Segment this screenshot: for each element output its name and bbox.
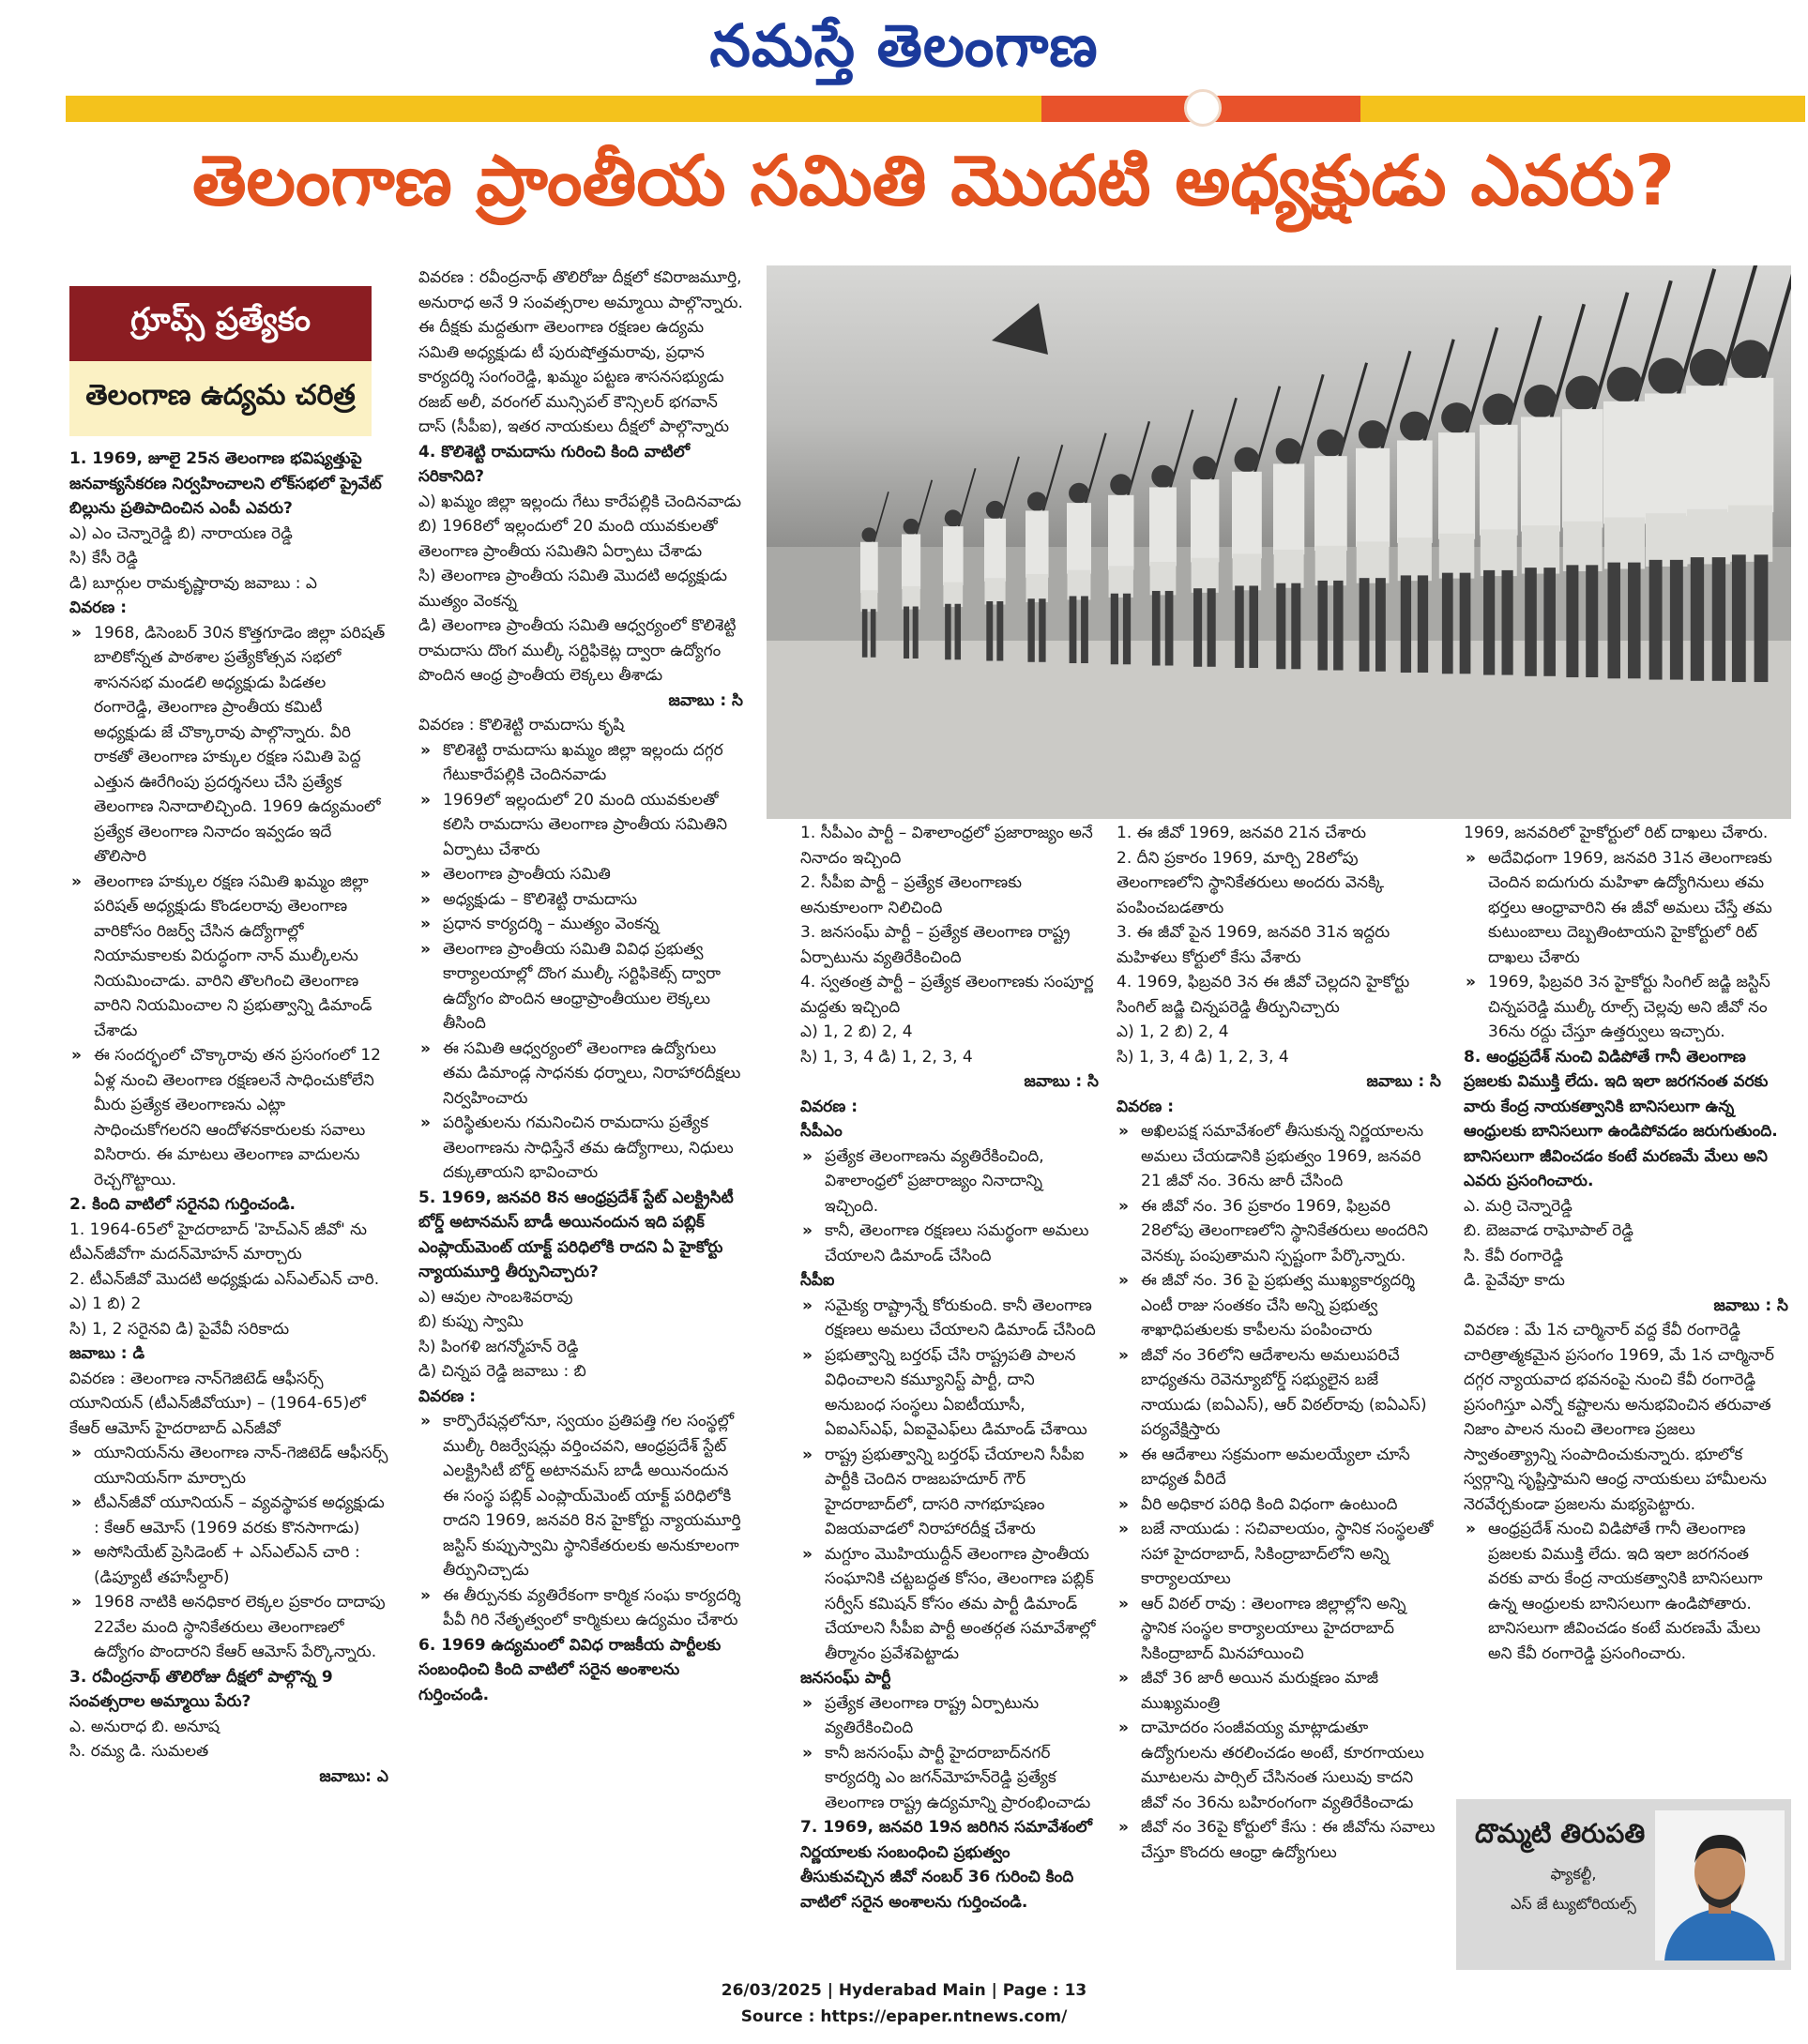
bullet-paragraph: » ఆంధ్రప్రదేశ్ నుంచి విడిపోతే గానీ తెలంగాణ ప్రజలకు విముక్తి లేదు. ఇది ఇలా జరగనంత వరకు వారు కేంద్ర నాయకత్వానికి బానిసలుగా ఉన్న ఆంధ్రులకు బానిసలుగా ఉండిపోతారు. బానిసలుగా జీవించడం కంటే మరణమే మేలు అని కేవీ రంగారెడ్డి ప్రసంగించారు.	[1464, 1517, 1788, 1666]
bullet-paragraph: » ఈ జీవో నం. 36 పై ప్రభుత్వ ముఖ్యకార్యదర్శి ఎంటీ రాజు సంతకం చేసి అన్ని ప్రభుత్వ శాఖాధిపతులకు కాపీలను పంపించారు	[1117, 1268, 1441, 1343]
bullet-paragraph: » ఈ తీర్పునకు వ్యతిరేకంగా కార్మిక సంఘ కార్యదర్శి పీవీ గిరి నేతృత్వంలో కార్మికులు ఉద్యమం చేశారు	[418, 1583, 743, 1633]
header-stripe-knob	[1184, 89, 1222, 127]
author-name: దొమ్మటి తిరుపతి	[1475, 1818, 1646, 1849]
header-stripe-right	[1360, 96, 1805, 122]
article-paragraph: వివరణ : తెలంగాణ నాన్‌గెజిటెడ్ ఆఫీసర్స్ యూనియన్ (టీఎన్‌జీవోయూ) – (1964-65)లో కేఆర్ ఆమోస్ హైదరాబాద్ ఎన్‌జీవో	[69, 1369, 366, 1438]
bullet-paragraph: » దామోదరం సంజీవయ్య మాట్లాడుతూ ఉద్యోగులను తరలించడం అంటే, కూరగాయలు మూటలను పార్సిల్ చేసినంత సులువు కాదని జీవో నం 36ను బహిరంగంగా వ్యతిరేకించాడు	[1117, 1716, 1441, 1815]
bullet-paragraph: » బజే నాయుడు : సచివాలయం, స్థానిక సంస్థలతో సహా హైదరాబాద్, సికింద్రాబాద్‌లోని అన్ని కార్యాలయాలు	[1117, 1517, 1441, 1592]
article-paragraph: 1. సీపీఎం పార్టీ – విశాలాంధ్రలో ప్రజారాజ్యం అనే నినాదం ఇచ్చింది	[800, 824, 1093, 868]
article-paragraph: 1969, జనవరిలో హైకోర్టులో రిట్ దాఖలు చేశారు.	[1464, 824, 1769, 842]
article-paragraph: 3. జనసంఘ్ పార్టీ – ప్రత్యేక తెలంగాణ రాష్ట్ర ఏర్పాటును వ్యతిరేకించింది	[800, 923, 1071, 967]
answer-line: జవాబు : సి	[1366, 1072, 1441, 1091]
article-paragraph: 2. టీఎన్‌జీవో మొదటి అధ్యక్షుడు ఎస్‌ఎల్‌ఎన్ చారి.	[69, 1269, 380, 1289]
article-paragraph: సి) కేసీ రెడ్డి	[69, 549, 138, 568]
bullet-paragraph: » 1968 నాటికి అనధికార లెక్కల ప్రకారం దాదాపు 22వేల మంది స్థానికేతరులు తెలంగాణలో ఉద్యోగం పొందారని కేఆర్ ఆమోస్ పేర్కొన్నారు.	[69, 1590, 388, 1665]
answer-line: జవాబు : సి	[1713, 1295, 1788, 1315]
section-subtitle: తెలంగాణ ఉద్యమ చరిత్ర	[69, 361, 372, 436]
article-paragraph: వివరణ :	[800, 1097, 858, 1116]
article-paragraph: జనసంఘ్ పార్టీ	[800, 1669, 891, 1688]
bullet-paragraph: » జీవో నం 36లోని ఆదేశాలను అమలుపరిచే బాధ్యతను రెవెన్యూబోర్డ్ సభ్యులైన బజే నాయుడు (ఐఏఎస్), ఆర్ విఠల్‌రావు (ఐఏఎస్) పర్యవేక్షిస్తారు	[1117, 1343, 1441, 1443]
article-paragraph: సీపీఎం	[800, 1122, 843, 1141]
answer-line: జవాబు: ఎ	[319, 1766, 388, 1786]
historical-photo	[767, 265, 1791, 819]
article-paragraph: 1. 1964-65లో హైదరాబాద్ 'హెచ్‌ఎన్ జీవో' ను టీఎన్‌జీవోగా మదన్‌మోహన్ మార్చారు	[69, 1219, 367, 1264]
article-paragraph: ఎ) ఎం చెన్నారెడ్డి బి) నారాయణ రెడ్డి	[69, 523, 293, 543]
article-paragraph: జవాబు : డి	[69, 1344, 145, 1363]
article-paragraph: బి) 1968లో ఇల్లందులో 20 మంది యువకులతో తెలంగాణ ప్రాంతీయ సమితిని ఏర్పాటు చేశాడు	[418, 517, 718, 561]
article-paragraph: సి. రమ్య డి. సుమలత	[69, 1742, 209, 1761]
article-paragraph: డి. పైవేవూ కాదు	[1464, 1271, 1565, 1290]
bullet-paragraph: » ప్రత్యేక తెలంగాణను వ్యతిరేకించింది, విశాలాంధ్రలో ప్రజారాజ్యం నినాదాన్ని ఇచ్చింది.	[800, 1144, 1099, 1219]
article-paragraph: 2. దీని ప్రకారం 1969, మార్చి 28లోపు తెలంగాణలోని స్థానికేతరులు అందరు వెనక్కి పంపించబడతారు	[1117, 848, 1385, 917]
article-paragraph: వివరణ : కొలిశెట్టి రామదాసు కృషి	[418, 716, 625, 734]
bullet-paragraph: » సమైక్య రాష్ట్రాన్నే కోరుకుంది. కానీ తెలంగాణ రక్షణలు అమలు చేయాలని డిమాండ్ చేసింది	[800, 1294, 1099, 1343]
bullet-paragraph: » ప్రధాన కార్యదర్శి – ముత్యం వెంకన్న	[418, 912, 743, 937]
article-paragraph: 8. ఆంధ్రప్రదేశ్ నుంచి విడిపోతే గానీ తెలంగాణ ప్రజలకు విముక్తి లేదు. ఇది ఇలా జరగనంత వరకు వారు కేంద్ర నాయకత్వానికి బానిసలుగా ఉన్న ఆంధ్రులకు బానిసలుగా ఉండిపోవడం జరుగుతుంది. బానిసలుగా జీవించడం కంటే మరణమే మేలు అని ఎవరు ప్రసంగించారు.	[1464, 1047, 1778, 1190]
article-paragraph: సీపీఐ	[800, 1271, 835, 1290]
article-paragraph: 4. 1969, ఫిబ్రవరి 3న ఈ జీవో చెల్లదని హైకోర్టు సింగిల్ జడ్జి చిన్నపరెడ్డి తీర్పునిచ్చారు	[1117, 973, 1410, 1017]
bullet-paragraph: » టీఎన్‌జీవో యూనియన్ – వ్యవస్థాపక అధ్యక్షుడు : కేఆర్ ఆమోస్ (1969 వరకు కొనసాగాడు)	[69, 1491, 388, 1540]
author-photo	[1655, 1810, 1785, 1961]
article-paragraph: 4. కొలిశెట్టి రామదాసు గురించి కింది వాటిలో సరికానిది?	[418, 442, 691, 486]
article-paragraph: 1. 1969, జూలై 25న తెలంగాణ భవిష్యత్తుపై జనవాక్యసేకరణ నిర్వహించాలని లోక్‌సభలో ప్రైవేట్ బిల్లును ప్రతిపాదించిన ఎంపీ ఎవరు?	[69, 449, 382, 518]
bullet-paragraph: » 1969లో ఇల్లందులో 20 మంది యువకులతో కలిసి రామదాసు తెలంగాణ ప్రాంతీయ సమితిని ఏర్పాటు చేశారు	[418, 788, 743, 863]
article-paragraph: డి) చిన్నప రెడ్డి జవాబు : బి	[418, 1362, 586, 1381]
bullet-paragraph: » కొలిశెట్టి రామదాసు ఖమ్మం జిల్లా ఇల్లందు దగ్గర గేటుకారేపల్లికి చెందినవాడు	[418, 738, 743, 788]
article-paragraph: 7. 1969, జనవరి 19న జరిగిన సమావేశంలో నిర్ణయాలకు సంబంధించి ప్రభుత్వం తీసుకువచ్చిన జీవో నంబర్ 36 గురించి కింది వాటిలో సరైన అంశాలను గుర్తించండి.	[800, 1818, 1093, 1912]
article-paragraph: ఎ) 1 బి) 2	[69, 1295, 142, 1313]
bullet-paragraph: » ఈ సమితి ఆధ్వర్యంలో తెలంగాణ ఉద్యోగులు తమ డిమాండ్ల సాధనకు ధర్నాలు, నిరాహారదీక్షలు నిర్వహించారు	[418, 1037, 743, 1112]
article-paragraph: బి) కుప్పు స్వామి	[418, 1312, 524, 1331]
article-paragraph: వివరణ :	[69, 598, 128, 617]
answer-line: జవాబు : సి	[1024, 1072, 1099, 1091]
article-column-5	[1464, 821, 1788, 1666]
bullet-paragraph: » కానీ, తెలంగాణ రక్షణలు సమర్థంగా అమలు చేయాలని డిమాండ్ చేసింది	[800, 1219, 1099, 1268]
author-org: ఎస్ జే ట్యుటోరియల్స్	[1511, 1895, 1636, 1913]
article-paragraph: ఎ) 1, 2 బి) 2, 4	[800, 1022, 913, 1041]
article-paragraph: 6. 1969 ఉద్యమంలో వివిధ రాజకీయ పార్టీలకు సంబంధించి కింది వాటిలో సరైన అంశాలను గుర్తించండి.	[418, 1635, 722, 1704]
bullet-paragraph: » ఈ సందర్భంలో చొక్కారావు తన ప్రసంగంలో 12 ఏళ్ల నుంచి తెలంగాణ రక్షణలనే సాధించుకోలేని మీరు ప్రత్యేక తెలంగాణను ఎట్లా సాధించుకోగలరని ఆందోళనకారులకు సవాలు విసిరారు. ఈ మాటలు తెలంగాణ వాదులను రెచ్చగొట్టాయి.	[69, 1043, 388, 1192]
article-paragraph: ఎ. అనురాధ బి. అనూష	[69, 1717, 220, 1736]
bullet-paragraph: » వీరి అధికార పరిధి కింది విధంగా ఉంటుంది	[1117, 1492, 1441, 1518]
masthead-logo: నమస్తే తెలంగాణ	[709, 11, 1099, 80]
bullet-paragraph: » తెలంగాణ ప్రాంతీయ సమితి వివిధ ప్రభుత్వ కార్యాలయాల్లో దొంగ ముల్కీ సర్టిఫికెట్స్ ద్వారా ఉద్యోగం పొందిన ఆంధ్రాప్రాంతీయుల లెక్కలు తీసింది	[418, 937, 743, 1037]
bullet-paragraph: » తెలంగాణ హక్కుల రక్షణ సమితి ఖమ్మం జిల్లా పరిషత్ అధ్యక్షుడు కొండలరావు తెలంగాణ వారికోసం రిజర్వ్ చేసిన ఉద్యోగాల్లో నియామకాలకు విరుద్ధంగా నాన్ ముల్కీలను నియమించాడు. వారిని తొలగించి తెలంగాణ వారిని నియమించాల ని ప్రభుత్వాన్ని డిమాండ్ చేశాడు	[69, 870, 388, 1044]
bullet-paragraph: » అధ్యక్షుడు – కొలిశెట్టి రామదాసు	[418, 887, 743, 913]
article-paragraph: వివరణ : రవీంద్రనాథ్ తొలిరోజు దీక్షలో కవిరాజమూర్తి, అనురాధ అనే 9 సంవత్సరాల అమ్మాయి పాల్గొన్నారు. ఈ దీక్షకు మద్దతుగా తెలంగాణ రక్షణల ఉద్యమ సమితి అధ్యక్షుడు టీ పురుషోత్తమరావు, ప్రధాన కార్యదర్శి సంగంరెడ్డి, ఖమ్మం పట్టణ శాసనసభ్యుడు రజబ్ అలీ, వరంగల్ మున్సిపల్ కౌన్సిలర్ భగవాన్ దాస్ (సీపీఐ), ఇతర నాయకులు దీక్షలో పాల్గొన్నారు	[418, 268, 743, 436]
article-paragraph: ఎ) ఆవుల సాంబశివరావు	[418, 1287, 573, 1307]
bullet-paragraph: » యూనియన్‌ను తెలంగాణ నాన్-గెజిటెడ్ ఆఫీసర్స్ యూనియన్‌గా మార్చారు	[69, 1441, 388, 1491]
bullet-paragraph: » రాష్ట్ర ప్రభుత్వాన్ని బర్తరఫ్ చేయాలని సీపీఐ పార్టీకి చెందిన రాజబహదూర్ గౌర్ హైదరాబాద్‌లో, దాసరి నాగభూషణం విజయవాడలో నిరాహారదీక్ష చేశారు	[800, 1443, 1099, 1542]
article-paragraph: వివరణ :	[418, 1386, 477, 1406]
article-column-2	[418, 265, 743, 1707]
soldiers-parade-photo	[767, 265, 1791, 819]
article-column-3	[800, 821, 1099, 1915]
article-paragraph: సి) 1, 3, 4 డి) 1, 2, 3, 4	[1117, 1047, 1289, 1067]
article-paragraph: బి. బెజవాడ రాఘోపాల్ రెడ్డి	[1464, 1221, 1633, 1240]
bullet-paragraph: » అదేవిధంగా 1969, జనవరి 31న తెలంగాణకు చెందిన ఐదుగురు మహిళా ఉద్యోగినులు తమ భర్తలు ఆంధ్రావారిని ఈ జీవో అమలు చేస్తే తమ కుటుంబాలు దెబ్బతింటాయని హైకోర్టులో రిట్ దాఖలు చేశారు	[1464, 846, 1788, 971]
bullet-paragraph: » 1969, ఫిబ్రవరి 3న హైకోర్టు సింగిల్ జడ్జి జస్టిస్ చిన్నపరెడ్డి ముల్కీ రూల్స్ చెల్లవు అని జీవో నం 36ను రద్దు చేస్తూ ఉత్తర్వులు ఇచ్చారు.	[1464, 970, 1788, 1045]
article-paragraph: సి) తెలంగాణ ప్రాంతీయ సమితి మొదటి అధ్యక్షుడు ముత్యం వెంకన్న	[418, 567, 727, 611]
article-paragraph: 2. సీపీఐ పార్టీ – ప్రత్యేక తెలంగాణకు అనుకూలంగా నిలిచింది	[800, 873, 1022, 917]
bullet-paragraph: » ప్రభుత్వాన్ని బర్తరఫ్ చేసి రాష్ట్రపతి పాలన విధించాలని కమ్యూనిస్ట్ పార్టీ, దాని అనుబంధ సంస్థలు ఏఐటీయూసీ, ఏఐఎస్‌ఎఫ్, ఏఐవైఎఫ్‌లు డిమాండ్ చేశాయి	[800, 1343, 1099, 1443]
article-paragraph: సి) 1, 2 సరైనవి డి) పైవేవీ సరికాదు	[69, 1319, 290, 1339]
article-paragraph: 5. 1969, జనవరి 8న ఆంధ్రప్రదేశ్ స్టేట్ ఎలక్ట్రిసిటీ బోర్డ్ అటానమస్ బాడీ అయినందున ఇది పబ్లిక్ ఎంప్లాయ్‌మెంట్ యాక్ట్ పరిధిలోకి రాదని ఏ హైకోర్టు న్యాయమూర్తి తీర్పునిచ్చారు?	[418, 1188, 734, 1281]
author-role: ఫ్యాకల్టీ,	[1550, 1865, 1597, 1883]
bullet-paragraph: » పరిస్థితులను గమనించిన రామదాసు ప్రత్యేక తెలంగాణను సాధిస్తేనే తమ ఉద్యోగాలు, నిధులు దక్కుతాయని భావించారు	[418, 1111, 743, 1186]
article-paragraph: ఎ) ఖమ్మం జిల్లా ఇల్లందు గేటు కారేపల్లికి చెందినవాడు	[418, 492, 741, 511]
article-paragraph: సి) పింగళి జగన్మోహన్ రెడ్డి	[418, 1337, 579, 1356]
article-paragraph: ఎ. మర్రి చెన్నారెడ్డి	[1464, 1196, 1573, 1216]
article-paragraph: వివరణ : మే 1న చార్మినార్ వద్ద కేవీ రంగారెడ్డి చారిత్రాత్మకమైన ప్రసంగం 1969, మే 1న చార్మినార్ దగ్గర న్యాయవాద భవనంపై నుంచి కేవీ రంగారెడ్డి ప్రసంగిస్తూ ఎన్నో కష్టాలను అనుభవించిన తరువాత నిజాం పాలన నుంచి తెలంగాణ ప్రజలు స్వాతంత్య్రాన్ని సంపాదించుకున్నారు. భూలోక స్వర్గాన్ని సృష్టిస్తామని ఆంధ్ర నాయకులు హామీలను నెరవేర్చకుండా ప్రజలను మభ్యపెట్టారు.	[1464, 1321, 1774, 1514]
bullet-paragraph: » జీవో 36 జారీ అయిన మరుక్షణం మాజీ ముఖ్యమంత్రి	[1117, 1666, 1441, 1716]
article-paragraph: సి. కేవీ రంగారెడ్డి	[1464, 1246, 1564, 1265]
bullet-paragraph: » కార్పొరేషన్లలోనూ, స్వయం ప్రతిపత్తి గల సంస్థల్లో ముల్కీ రిజర్వేషన్లు వర్తించవని, ఆంధ్రప్రదేశ్ స్టేట్ ఎలక్ట్రిసిటీ బోర్డ్ అటానమస్ బాడీ అయినందున ఈ సంస్థ పబ్లిక్ ఎంప్లాయ్‌మెంట్ యాక్ట్ పరిధిలోకి రాదని 1969, జనవరి 8న హైకోర్టు న్యాయమూర్తి జస్టిస్ కుప్పుస్వామి స్థానికేతరులకు అనుకూలంగా తీర్పునిచ్చాడు	[418, 1409, 743, 1583]
page-headline: తెలంగాణ ప్రాంతీయ సమితి మొదటి అధ్యక్షుడు ఎవరు?	[191, 141, 1676, 221]
bullet-paragraph: » 1968, డిసెంబర్ 30న కొత్తగూడెం జిల్లా పరిషత్ బాలికోన్నత పాఠశాల ప్రత్యేకోత్సవ సభలో శాసనసభ మండలి అధ్యక్షుడు పిడతల రంగారెడ్డి, తెలంగాణ ప్రాంతీయ కమిటీ అధ్యక్షుడు జే చొక్కారావు పాల్గొన్నారు. వీరి రాకతో తెలంగాణ హక్కుల రక్షణ సమితి పెద్ద ఎత్తున ఊరేగింపు ప్రదర్శనలు చేసి ప్రత్యేక తెలంగాణ నినాదాలిచ్చింది. 1969 ఉద్యమంలో ప్రత్యేక తెలంగాణ నినాదం ఇవ్వడం ఇదే తొలిసారి	[69, 621, 388, 870]
bullet-paragraph: » ఈ ఆదేశాలు సక్రమంగా అమలయ్యేలా చూసే బాధ్యత వీరిదే	[1117, 1443, 1441, 1492]
article-paragraph: డి) బూర్గుల రామకృష్ణారావు జవాబు : ఎ	[69, 573, 317, 593]
article-paragraph: 1. ఈ జీవో 1969, జనవరి 21న చేశారు	[1117, 824, 1367, 842]
author-box	[1456, 1799, 1791, 1970]
footer-date-edition: 26/03/2025 | Hyderabad Main | Page : 13	[721, 1981, 1087, 2000]
article-column-4	[1117, 821, 1441, 1865]
article-paragraph: ఎ) 1, 2 బి) 2, 4	[1117, 1022, 1229, 1041]
article-paragraph: 2. కింది వాటిలో సరైనవి గుర్తించండి.	[69, 1195, 296, 1214]
article-paragraph: 3. రవీంద్రనాథ్ తొలిరోజు దీక్షలో పాల్గొన్న 9 సంవత్సరాల అమ్మాయి పేరు?	[69, 1667, 333, 1711]
bullet-paragraph: » ప్రత్యేక తెలంగాణ రాష్ట్ర ఏర్పాటును వ్యతిరేకించింది	[800, 1691, 1099, 1741]
bullet-paragraph: » జీవో నం 36పై కోర్టులో కేసు : ఈ జీవోను సవాలు చేస్తూ కొందరు ఆంధ్రా ఉద్యోగులు	[1117, 1815, 1441, 1865]
bullet-paragraph: » అఖిలపక్ష సమావేశంలో తీసుకున్న నిర్ణయాలను అమలు చేయడానికి ప్రభుత్వం 1969, జనవరి 21 జీవో నం. 36ను జారీ చేసింది	[1117, 1119, 1441, 1194]
answer-line: జవాబు : సి	[668, 690, 743, 710]
section-badge: గ్రూప్స్ ప్రత్యేకం	[69, 286, 372, 361]
header-stripe-left	[66, 96, 1041, 122]
bullet-paragraph: » మగ్దూం మొహియుద్దీన్ తెలంగాణ ప్రాంతీయ సంఘానికి చట్టబద్ధత కోసం, తెలంగాణ పబ్లిక్ సర్వీస్ కమిషన్ కోసం తమ పార్టీ డిమాండ్ చేయాలని సీపీఐ పార్టీ అంతర్గత సమావేశాల్లో తీర్మానం ప్రవేశపెట్టాడు	[800, 1542, 1099, 1667]
article-paragraph: డి) తెలంగాణ ప్రాంతీయ సమితి ఆధ్వర్యంలో కొలిశెట్టి రామదాసు దొంగ ముల్కీ సర్టిఫికెట్ల ద్వారా ఉద్యోగం పొందిన ఆంధ్ర ప్రాంతీయ లెక్కలు తీశాడు	[418, 616, 737, 685]
bullet-paragraph: » ఆర్ విఠల్ రావు : తెలంగాణ జిల్లాల్లోని అన్ని స్థానిక సంస్థల కార్యాలయాలు హైదరాబాద్ సికింద్రాబాద్ మినహాయించి	[1117, 1592, 1441, 1667]
bullet-paragraph: » తెలంగాణ ప్రాంతీయ సమితి	[418, 862, 743, 887]
article-paragraph: సి) 1, 3, 4 డి) 1, 2, 3, 4	[800, 1047, 973, 1067]
bullet-paragraph: » అసోసియేట్ ప్రెసిడెంట్ + ఎస్‌ఎల్‌ఎన్ చారి : (డిప్యూటీ తహసీల్దార్)	[69, 1540, 388, 1590]
article-paragraph: 4. స్వతంత్ర పార్టీ – ప్రత్యేక తెలంగాణకు సంపూర్ణ మద్దతు ఇచ్చింది	[800, 973, 1094, 1017]
bullet-paragraph: » కానీ జనసంఘ్ పార్టీ హైదరాబాద్‌నగర్ కార్యదర్శి ఎం జగన్‌మోహన్‌రెడ్డి ప్రత్యేక తెలంగాణ రాష్ట్ర ఉద్యమాన్ని ప్రారంభించాడు	[800, 1741, 1099, 1816]
footer-source-link[interactable]: Source : https://epaper.ntnews.com/	[740, 2007, 1068, 2026]
article-column-1	[69, 447, 388, 1789]
article-paragraph: 3. ఈ జీవో పైన 1969, జనవరి 31న ఇద్దరు మహిళలు కోర్టులో కేసు వేశారు	[1117, 923, 1390, 967]
bullet-paragraph: » ఈ జీవో నం. 36 ప్రకారం 1969, ఫిబ్రవరి 28లోపు తెలంగాణలోని స్థానికేతరులు అందరిని వెనక్కు పంపుతామని స్పష్టంగా పేర్కొన్నారు.	[1117, 1194, 1441, 1269]
article-paragraph: వివరణ :	[1117, 1097, 1175, 1116]
